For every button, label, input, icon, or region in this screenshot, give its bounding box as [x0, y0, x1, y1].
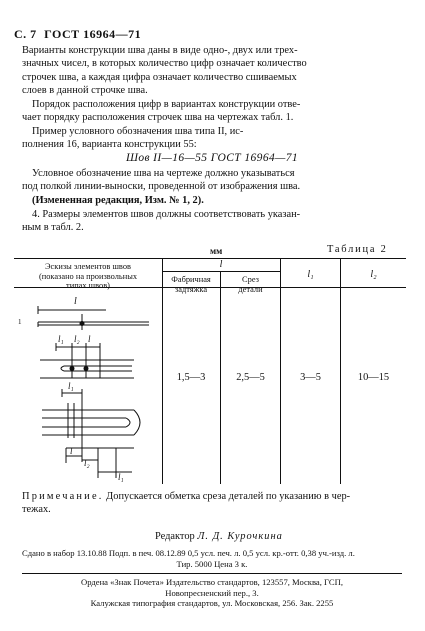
table-column-divider [280, 258, 281, 484]
value-l2: 10—15 [357, 372, 390, 383]
header-l2: l₂ [370, 269, 377, 280]
stitch-mark [80, 322, 84, 326]
text-line: Пример условного обозначения шва типа II, ис- [32, 126, 244, 137]
paragraph-example [22, 125, 402, 152]
stitch-mark [70, 367, 74, 371]
dim-label-l: l [70, 446, 73, 456]
publisher-line: Новопресненский пер., 3. [165, 587, 259, 598]
table-column-divider [340, 258, 341, 484]
dim-label-l2: l₂ [84, 458, 90, 468]
header-cut: Срез детали [238, 275, 263, 294]
text-line: Порядок расположения цифр в вариантах конструкции отве- [32, 99, 301, 110]
stitch-mark [84, 367, 88, 371]
page-number: С. 7 [14, 27, 37, 41]
publisher-info [22, 577, 402, 609]
note-text: тежах. [22, 504, 51, 516]
dim-label-l2: l₂ [74, 334, 80, 344]
text-line: Варианты конструкции шва даны в виде одно-, двух или трех- [22, 45, 298, 56]
publisher-line: Калужская типография стандартов, ул. Московская, 256. Зак. 2255 [90, 598, 334, 608]
value-cut: 2,5—5 [236, 372, 265, 383]
text-line: слоев в данной строчке шва. [22, 84, 148, 96]
seam-sketches [14, 288, 162, 484]
table-note [22, 490, 402, 517]
note-label: Примечание. [22, 491, 104, 502]
editor-label: Редактор [155, 531, 195, 542]
paragraph-order [22, 98, 402, 125]
note-text: Допускается обметка среза деталей по указанию в чер- [106, 491, 351, 502]
page-header [14, 27, 141, 42]
table-top-border [14, 258, 406, 259]
header-sketches: Эскизы элементов швов (показано на произвольных типах швов) [38, 262, 138, 290]
dim-label-l: l [74, 296, 77, 307]
sketch-marker: 1 [18, 318, 22, 326]
header-factory: Фабричная задтяжка [171, 275, 211, 294]
text-line: значных чисел, в которых количество цифр означает количество [22, 58, 307, 70]
header-l: l [219, 259, 223, 270]
edition-note: (Измененная редакция, Изм. № 1, 2). [32, 195, 204, 206]
sketch-seam-2 [40, 343, 134, 378]
print-imprint [22, 548, 402, 569]
text-line: чает порядку расположения строчек шва на чертежах табл. 1. [22, 112, 294, 124]
text-line: ным в табл. 2. [22, 222, 84, 234]
imprint-line: Тир. 5000 Цена 3 к. [176, 558, 248, 569]
table-subheader-border [162, 271, 280, 272]
header-l1: l₁ [307, 269, 314, 280]
designation-example: Шов II—16—55 ГОСТ 16964—71 [125, 152, 299, 164]
dim-label-l: l [88, 334, 91, 344]
text-line: под полкой линии-выноски, проведенной от изображения шва. [22, 181, 301, 193]
editor-name: Л. Д. Курочкина [197, 531, 283, 542]
table-caption: Таблица 2 [327, 244, 388, 255]
dim-label-l1: l₁ [58, 334, 64, 344]
text-line: Условное обозначение шва на чертеже должно указываться [32, 168, 295, 179]
imprint-line: Сдано в набор 13.10.88 Подп. в печ. 08.12.89 0,5 усл. печ. л. 0,5 усл. кр.-отт. 0,38 уч.-изд. л. [22, 548, 355, 558]
text-line: 4. Размеры элементов швов должны соответствовать указан- [32, 209, 301, 220]
editor-credit [155, 531, 283, 542]
standard-title: ГОСТ 16964—71 [44, 27, 142, 41]
value-l1: 3—5 [300, 372, 321, 383]
publisher-line: Ордена «Знак Почета» Издательство стандартов, 123557, Москва, ГСП, [81, 577, 343, 587]
paragraph-dimensions [22, 208, 402, 235]
paragraph-designation [22, 167, 402, 194]
text-line: полнения 16, варианта конструкции 55: [22, 139, 197, 151]
sketch-seam-1 [38, 306, 149, 330]
dim-label-l1: l₁ [68, 381, 74, 391]
sketch-seam-3 [42, 389, 140, 478]
footer-divider [22, 573, 402, 574]
paragraph-variants [22, 44, 402, 97]
table-unit: мм [210, 246, 223, 256]
dim-label-l1: l₁ [118, 472, 124, 482]
value-factory: 1,5—3 [176, 372, 206, 383]
text-line: строчек шва, а каждая цифра означает количество сшиваемых [22, 71, 297, 83]
